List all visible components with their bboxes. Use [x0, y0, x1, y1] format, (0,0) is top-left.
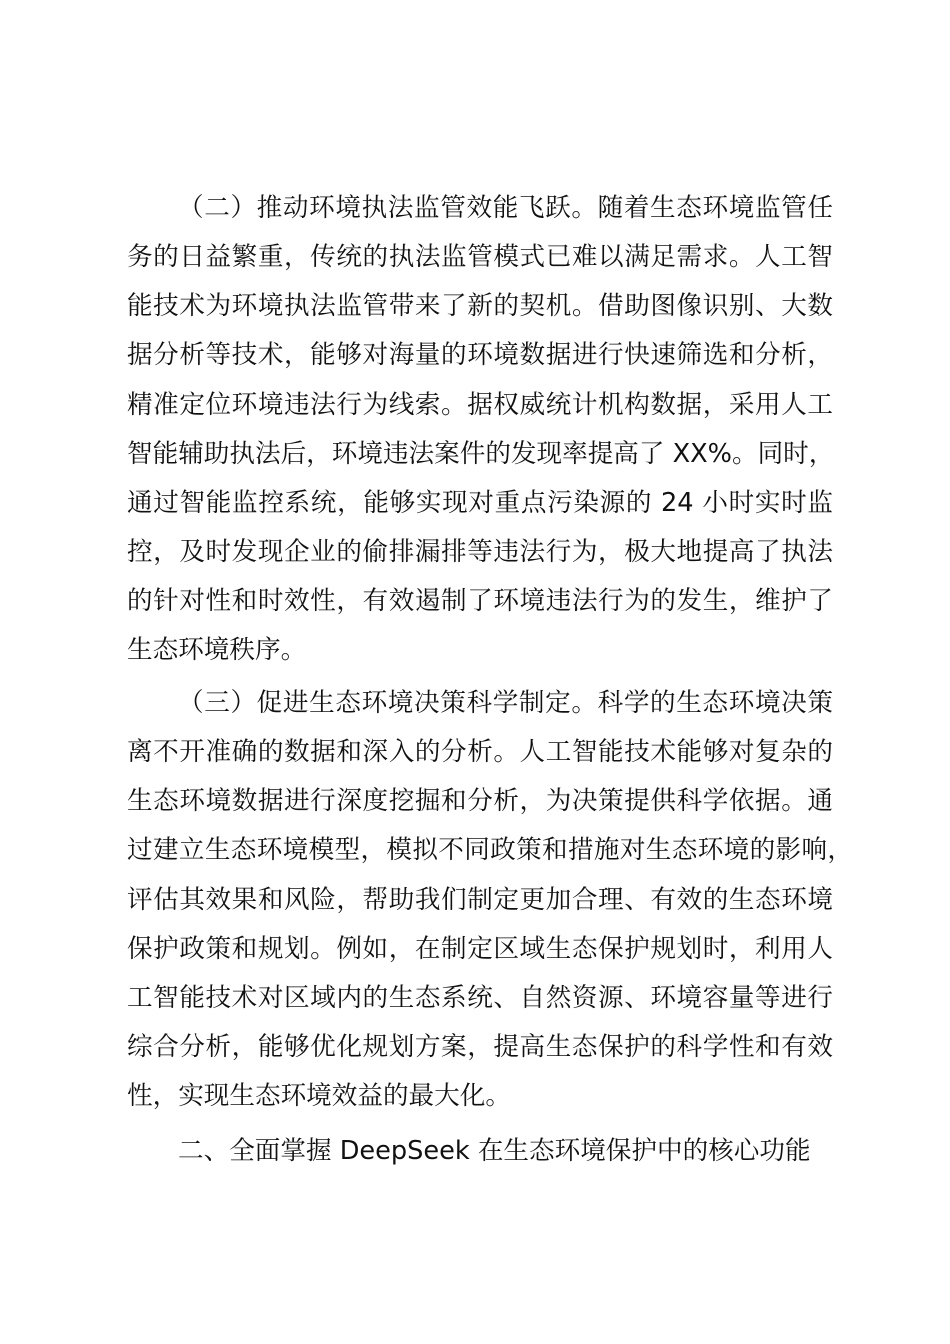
paragraph-line: （三）促进生态环境决策科学制定。科学的生态环境决策 — [178, 688, 833, 718]
paragraph-line: 生态环境数据进行深度挖掘和分析，为决策提供科学依据。通 — [127, 786, 833, 816]
paragraph-line: （二）推动环境执法监管效能飞跃。随着生态环境监管任 — [178, 193, 833, 223]
paragraph-line: 精准定位环境违法行为线索。据权威统计机构数据，采用人工 — [127, 390, 833, 420]
paragraph-line: 据分析等技术，能够对海量的环境数据进行快速筛选和分析， — [127, 340, 833, 370]
paragraph-line: 控，及时发现企业的偷排漏排等违法行为，极大地提高了执法 — [127, 537, 833, 567]
section-heading: 二、全面掌握 DeepSeek 在生态环境保护中的核心功能 — [178, 1136, 811, 1166]
paragraph-line: 能技术为环境执法监管带来了新的契机。借助图像识别、大数 — [127, 291, 833, 321]
paragraph-line: 工智能技术对区域内的生态系统、自然资源、环境容量等进行 — [127, 983, 833, 1013]
paragraph-line: 的针对性和时效性，有效遏制了环境违法行为的发生，维护了 — [127, 586, 833, 616]
paragraph-line: 生态环境秩序。 — [127, 635, 307, 665]
paragraph-line: 过建立生态环境模型，模拟不同政策和措施对生态环境的影响， — [127, 835, 853, 865]
paragraph-line: 性，实现生态环境效益的最大化。 — [127, 1081, 511, 1111]
paragraph-line: 评估其效果和风险，帮助我们制定更加合理、有效的生态环境 — [127, 885, 833, 915]
paragraph-line: 保护政策和规划。例如，在制定区域生态保护规划时，利用人 — [127, 934, 833, 964]
paragraph-line: 通过智能监控系统，能够实现对重点污染源的 24 小时实时监 — [127, 488, 833, 518]
paragraph-line: 综合分析，能够优化规划方案，提高生态保护的科学性和有效 — [127, 1032, 833, 1062]
paragraph-line: 离不开准确的数据和深入的分析。人工智能技术能够对复杂的 — [127, 737, 833, 767]
paragraph-line: 智能辅助执法后，环境违法案件的发现率提高了 XX%。同时， — [127, 439, 835, 469]
paragraph-line: 务的日益繁重，传统的执法监管模式已难以满足需求。人工智 — [127, 242, 833, 272]
